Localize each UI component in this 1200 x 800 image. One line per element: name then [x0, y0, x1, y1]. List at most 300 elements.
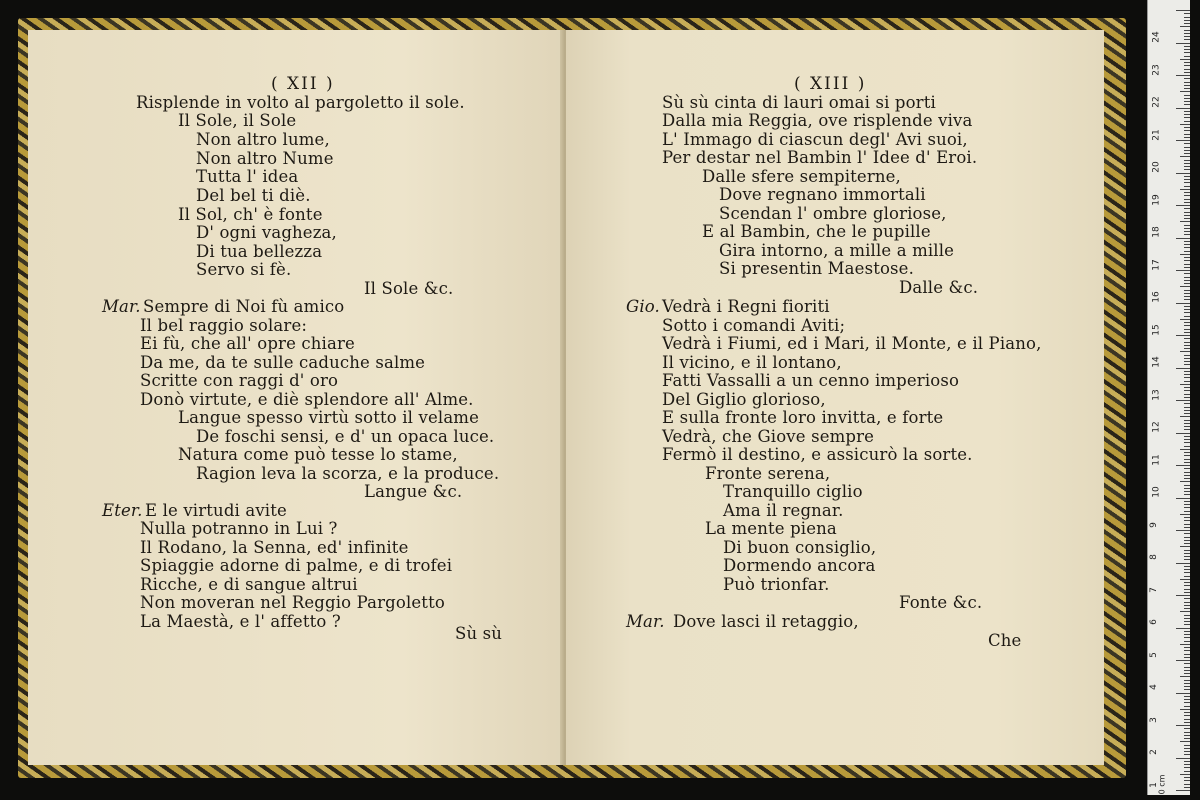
- ruler-tick: [1184, 186, 1190, 187]
- ruler-tick: [1180, 91, 1190, 92]
- ruler-tick: [1184, 95, 1190, 96]
- ruler-tick: [1184, 754, 1190, 755]
- verse-line: Fronte serena,: [705, 464, 831, 483]
- ruler-number: 13: [1151, 388, 1162, 401]
- verse-line: Vedrà i Fiumi, ed i Mari, il Monte, e il Piano,: [662, 334, 1042, 353]
- ruler-number: 4: [1148, 684, 1159, 690]
- ruler-tick: [1180, 611, 1190, 612]
- ruler-tick: [1184, 722, 1190, 723]
- ruler-tick: [1176, 628, 1190, 629]
- ruler-tick: [1184, 524, 1190, 525]
- verse-line: Fatti Vassalli a un cenno imperioso: [662, 371, 960, 390]
- ruler-tick: [1184, 517, 1190, 518]
- verse-line: Il Sol, ch' è fonte: [178, 205, 323, 224]
- ruler-tick: [1184, 407, 1190, 408]
- ruler-tick: [1184, 212, 1190, 213]
- verse-line: Vedrà i Regni fioriti: [662, 297, 830, 316]
- ruler-tick: [1184, 751, 1190, 752]
- ruler-tick: [1184, 56, 1190, 57]
- ruler-tick: [1184, 329, 1190, 330]
- ruler-tick: [1184, 410, 1190, 411]
- ruler-tick: [1184, 589, 1190, 590]
- speaker-label: Mar.: [102, 297, 141, 316]
- verse-line: La mente piena: [705, 519, 837, 538]
- ruler-tick: [1184, 78, 1190, 79]
- ruler-tick: [1184, 787, 1190, 788]
- verse-line: Ragion leva la scorza, e la produce.: [196, 464, 500, 483]
- ruler-tick: [1176, 660, 1190, 661]
- ruler-tick: [1184, 247, 1190, 248]
- ruler-number: 18: [1151, 226, 1162, 238]
- ruler-tick: [1184, 381, 1190, 382]
- ruler-tick: [1180, 189, 1190, 190]
- verse-line: L' Immago di ciascun degl' Avi suoi,: [662, 130, 968, 149]
- ruler-tick: [1184, 225, 1190, 226]
- ruler-tick: [1184, 36, 1190, 37]
- ruler-tick: [1184, 299, 1190, 300]
- ruler-tick: [1184, 251, 1190, 252]
- ruler-tick: [1176, 108, 1190, 109]
- ruler-tick: [1184, 455, 1190, 456]
- verse-line: Nulla potranno in Lui ?: [140, 519, 338, 538]
- ruler-tick: [1180, 481, 1190, 482]
- ruler-tick: [1176, 10, 1190, 11]
- ruler-number: 5: [1148, 651, 1159, 658]
- verse-line: E al Bambin, che le pupille: [702, 222, 931, 241]
- ruler-tick: [1176, 595, 1190, 596]
- verse-line: Natura come può tesse lo stame,: [178, 445, 458, 464]
- ruler-tick: [1184, 208, 1190, 209]
- ruler-tick: [1176, 400, 1190, 401]
- verse-line: Scendan l' ombre gloriose,: [719, 204, 947, 223]
- ruler-tick: [1184, 101, 1190, 102]
- ruler-tick: [1176, 303, 1190, 304]
- verse-line: Dormendo ancora: [723, 556, 876, 575]
- ruler-tick: [1176, 693, 1190, 694]
- ruler-tick: [1184, 169, 1190, 170]
- verse-line: Tranquillo ciglio: [723, 482, 863, 501]
- ruler-tick: [1180, 221, 1190, 222]
- catchword: Che: [988, 631, 1022, 650]
- ruler-tick: [1176, 530, 1190, 531]
- ruler-tick: [1176, 790, 1190, 791]
- ruler-tick: [1184, 608, 1190, 609]
- ruler-tick: [1184, 403, 1190, 404]
- ruler-tick: [1180, 709, 1190, 710]
- ruler-tick: [1176, 725, 1190, 726]
- ruler-number: 10: [1151, 486, 1162, 498]
- ruler-tick: [1184, 706, 1190, 707]
- ruler-tick: [1184, 670, 1190, 671]
- ruler-tick: [1176, 758, 1190, 759]
- ruler-tick: [1184, 777, 1190, 778]
- verse-line-refrain: Langue &c.: [364, 482, 463, 501]
- ruler-number: 9: [1148, 521, 1159, 528]
- ruler-tick: [1180, 156, 1190, 157]
- ruler-tick: [1184, 472, 1190, 473]
- ruler-number: 17: [1151, 258, 1162, 271]
- ruler-tick: [1184, 348, 1190, 349]
- ruler-tick: [1184, 420, 1190, 421]
- ruler-tick: [1184, 491, 1190, 492]
- ruler-tick: [1184, 371, 1190, 372]
- verse-line: Di buon consiglio,: [723, 538, 877, 557]
- ruler-tick: [1184, 179, 1190, 180]
- verse-line: Il Sole, il Sole: [178, 111, 297, 130]
- ruler-tick: [1184, 39, 1190, 40]
- measurement-ruler: [1147, 0, 1190, 795]
- ruler-unit: 0 cm: [1157, 774, 1167, 795]
- ruler-tick: [1184, 257, 1190, 258]
- speaker-label: Eter.: [102, 501, 143, 520]
- ruler-tick: [1184, 150, 1190, 151]
- verse-line: Il Rodano, la Senna, ed' infinite: [140, 538, 409, 557]
- verse-line: Sempre di Noi fù amico: [143, 297, 345, 316]
- verse-line: Langue spesso virtù sotto il velame: [178, 408, 480, 427]
- ruler-tick: [1180, 351, 1190, 352]
- ruler-number: 8: [1148, 554, 1159, 560]
- ruler-number: 22: [1151, 96, 1162, 108]
- ruler-tick: [1184, 277, 1190, 278]
- ruler-number: 19: [1151, 193, 1162, 206]
- ruler-number: 15: [1151, 323, 1162, 336]
- verse-line: Donò virtute, e diè splendore all' Alme.: [140, 390, 474, 409]
- ruler-tick: [1180, 449, 1190, 450]
- ruler-tick: [1184, 712, 1190, 713]
- ruler-tick: [1176, 335, 1190, 336]
- ruler-tick: [1184, 280, 1190, 281]
- ruler-tick: [1184, 732, 1190, 733]
- speaker-label: Mar.: [626, 612, 665, 631]
- ruler-tick: [1184, 166, 1190, 167]
- ruler-tick: [1184, 478, 1190, 479]
- verse-line: Da me, da te sulle caduche salme: [140, 353, 426, 372]
- ruler-tick: [1184, 771, 1190, 772]
- ruler-tick: [1184, 121, 1190, 122]
- ruler-tick: [1184, 241, 1190, 242]
- ruler-tick: [1176, 270, 1190, 271]
- ruler-number: 12: [1151, 421, 1162, 433]
- verse-line: Del Giglio glorioso,: [662, 390, 826, 409]
- ruler-tick: [1184, 192, 1190, 193]
- ruler-tick: [1184, 784, 1190, 785]
- ruler-tick: [1184, 374, 1190, 375]
- ruler-tick: [1184, 540, 1190, 541]
- ruler-tick: [1184, 387, 1190, 388]
- verse-line-refrain: Il Sole &c.: [364, 279, 454, 298]
- ruler-tick: [1184, 104, 1190, 105]
- ruler-tick: [1184, 748, 1190, 749]
- ruler-tick: [1184, 556, 1190, 557]
- verse-line: Si presentin Maestose.: [719, 259, 914, 278]
- ruler-tick: [1184, 153, 1190, 154]
- ruler-tick: [1184, 576, 1190, 577]
- ruler-tick: [1184, 654, 1190, 655]
- ruler-tick: [1176, 173, 1190, 174]
- ruler-tick: [1184, 488, 1190, 489]
- verse-line: Ama il regnar.: [723, 501, 844, 520]
- ruler-tick: [1184, 533, 1190, 534]
- ruler-tick: [1184, 72, 1190, 73]
- ruler-tick: [1180, 384, 1190, 385]
- ruler-tick: [1184, 485, 1190, 486]
- ruler-number: 14: [1151, 356, 1162, 368]
- ruler-tick: [1184, 602, 1190, 603]
- ruler-tick: [1184, 202, 1190, 203]
- ruler-tick: [1180, 546, 1190, 547]
- verse-line: Può trionfar.: [723, 575, 830, 594]
- ruler-tick: [1184, 650, 1190, 651]
- ruler-tick: [1184, 33, 1190, 34]
- ruler-tick: [1184, 260, 1190, 261]
- ruler-tick: [1184, 663, 1190, 664]
- ruler-tick: [1184, 332, 1190, 333]
- ruler-tick: [1184, 615, 1190, 616]
- ruler-tick: [1184, 442, 1190, 443]
- ruler-tick: [1184, 176, 1190, 177]
- ruler-tick: [1184, 215, 1190, 216]
- ruler-tick: [1184, 322, 1190, 323]
- ruler-tick: [1184, 559, 1190, 560]
- ruler-number: 3: [1148, 716, 1159, 723]
- ruler-tick: [1184, 358, 1190, 359]
- ruler-tick: [1184, 218, 1190, 219]
- ruler-number: 7: [1148, 586, 1159, 593]
- verse-line: Sù sù cinta di lauri omai si porti: [662, 93, 936, 112]
- ruler-tick: [1180, 319, 1190, 320]
- catchword: Sù sù: [455, 624, 503, 643]
- ruler-tick: [1184, 527, 1190, 528]
- verse-line-refrain: Fonte &c.: [899, 593, 983, 612]
- ruler-number: 21: [1151, 128, 1162, 141]
- verse-line: Del bel ti diè.: [196, 186, 311, 205]
- verse-line: Scritte con raggi d' oro: [140, 371, 339, 390]
- ruler-tick: [1184, 23, 1190, 24]
- ruler-tick: [1184, 761, 1190, 762]
- ruler-tick: [1176, 563, 1190, 564]
- ruler-tick: [1184, 667, 1190, 668]
- ruler-tick: [1184, 582, 1190, 583]
- left-page: [28, 30, 564, 765]
- ruler-tick: [1184, 394, 1190, 395]
- ruler-tick: [1184, 637, 1190, 638]
- ruler-tick: [1184, 309, 1190, 310]
- ruler-tick: [1184, 49, 1190, 50]
- ruler-tick: [1184, 182, 1190, 183]
- ruler-tick: [1184, 312, 1190, 313]
- ruler-tick: [1184, 520, 1190, 521]
- ruler-tick: [1184, 459, 1190, 460]
- ruler-tick: [1184, 390, 1190, 391]
- verse-line: Non moveran nel Reggio Pargoletto: [140, 593, 445, 612]
- verse-line-refrain: Dalle &c.: [899, 278, 979, 297]
- ruler-tick: [1184, 735, 1190, 736]
- verse-line: E le virtudi avite: [145, 501, 287, 520]
- ruler-tick: [1184, 134, 1190, 135]
- ruler-tick: [1184, 117, 1190, 118]
- ruler-tick: [1184, 62, 1190, 63]
- verse-line: Tutta l' idea: [196, 167, 299, 186]
- ruler-tick: [1184, 65, 1190, 66]
- ruler-tick: [1184, 462, 1190, 463]
- verse-line: Non altro lume,: [196, 130, 330, 149]
- ruler-tick: [1184, 228, 1190, 229]
- ruler-tick: [1184, 715, 1190, 716]
- ruler-tick: [1180, 579, 1190, 580]
- ruler-tick: [1184, 316, 1190, 317]
- ruler-tick: [1184, 511, 1190, 512]
- verse-line: Dalle sfere sempiterne,: [702, 167, 901, 186]
- ruler-tick: [1184, 605, 1190, 606]
- ruler-tick: [1184, 507, 1190, 508]
- ruler-tick: [1184, 452, 1190, 453]
- verse-line: Vedrà, che Giove sempre: [662, 427, 875, 446]
- ruler-tick: [1184, 719, 1190, 720]
- verse-line: D' ogni vagheza,: [196, 223, 337, 242]
- ruler-tick: [1184, 572, 1190, 573]
- ruler-tick: [1184, 13, 1190, 14]
- ruler-tick: [1184, 550, 1190, 551]
- ruler-tick: [1184, 88, 1190, 89]
- page-number-left: ( XII ): [271, 74, 335, 94]
- ruler-tick: [1184, 30, 1190, 31]
- verse-line: Dove lasci il retaggio,: [673, 612, 859, 631]
- ruler-tick: [1180, 286, 1190, 287]
- ruler-tick: [1184, 439, 1190, 440]
- ruler-tick: [1180, 676, 1190, 677]
- ruler-tick: [1184, 683, 1190, 684]
- verse-line: Il vicino, e il lontano,: [662, 353, 842, 372]
- verse-line: E sulla fronte loro invitta, e forte: [662, 408, 944, 427]
- ruler-tick: [1184, 413, 1190, 414]
- ruler-tick: [1184, 592, 1190, 593]
- ruler-tick: [1184, 160, 1190, 161]
- ruler-tick: [1184, 195, 1190, 196]
- ruler-tick: [1180, 254, 1190, 255]
- verse-line: Ei fù, che all' opre chiare: [140, 334, 355, 353]
- ruler-tick: [1184, 296, 1190, 297]
- verse-line: Servo si fè.: [196, 260, 292, 279]
- ruler-tick: [1184, 618, 1190, 619]
- ruler-tick: [1184, 325, 1190, 326]
- ruler-tick: [1184, 764, 1190, 765]
- ruler-tick: [1180, 59, 1190, 60]
- right-page: [566, 30, 1104, 765]
- ruler-tick: [1184, 290, 1190, 291]
- ruler-tick: [1184, 631, 1190, 632]
- page-number-right: ( XIII ): [794, 74, 867, 94]
- ruler-tick: [1184, 641, 1190, 642]
- ruler-tick: [1184, 377, 1190, 378]
- ruler-tick: [1176, 498, 1190, 499]
- ruler-number: 16: [1151, 291, 1162, 303]
- verse-line: Dove regnano immortali: [719, 185, 926, 204]
- ruler-tick: [1184, 673, 1190, 674]
- ruler-tick: [1184, 446, 1190, 447]
- ruler-tick: [1184, 264, 1190, 265]
- ruler-tick: [1184, 624, 1190, 625]
- verse-line: Risplende in volto al pargoletto il sole.: [136, 93, 465, 112]
- ruler-number: 24: [1151, 31, 1162, 43]
- ruler-tick: [1184, 293, 1190, 294]
- ruler-tick: [1184, 85, 1190, 86]
- ruler-tick: [1184, 504, 1190, 505]
- ruler-tick: [1180, 124, 1190, 125]
- verse-line: Gira intorno, a mille a mille: [719, 241, 955, 260]
- ruler-tick: [1184, 283, 1190, 284]
- ruler-tick: [1184, 342, 1190, 343]
- ruler-tick: [1184, 553, 1190, 554]
- ruler-tick: [1184, 689, 1190, 690]
- ruler-tick: [1184, 355, 1190, 356]
- ruler-tick: [1184, 647, 1190, 648]
- ruler-tick: [1184, 780, 1190, 781]
- ruler-tick: [1184, 569, 1190, 570]
- ruler-tick: [1184, 137, 1190, 138]
- ruler-tick: [1176, 140, 1190, 141]
- ruler-number: 6: [1148, 619, 1159, 625]
- ruler-tick: [1184, 82, 1190, 83]
- ruler-tick: [1184, 468, 1190, 469]
- ruler-number: 11: [1151, 453, 1162, 466]
- ruler-tick: [1184, 338, 1190, 339]
- ruler-tick: [1184, 234, 1190, 235]
- ruler-tick: [1184, 501, 1190, 502]
- ruler-tick: [1184, 699, 1190, 700]
- verse-line: Fermò il destino, e assicurò la sorte.: [662, 445, 973, 464]
- ruler-tick: [1184, 696, 1190, 697]
- ruler-tick: [1184, 634, 1190, 635]
- ruler-tick: [1176, 75, 1190, 76]
- verse-line: Dalla mia Reggia, ove risplende viva: [662, 111, 973, 130]
- verse-line: Ricche, e di sangue altrui: [140, 575, 358, 594]
- ruler-tick: [1184, 361, 1190, 362]
- ruler-tick: [1184, 686, 1190, 687]
- ruler-tick: [1184, 397, 1190, 398]
- ruler-tick: [1184, 543, 1190, 544]
- ruler-tick: [1184, 130, 1190, 131]
- ruler-tick: [1180, 416, 1190, 417]
- ruler-tick: [1184, 767, 1190, 768]
- ruler-tick: [1184, 585, 1190, 586]
- ruler-tick: [1180, 26, 1190, 27]
- verse-line: Per destar nel Bambin l' Idee d' Eroi.: [662, 148, 978, 167]
- ruler-tick: [1180, 514, 1190, 515]
- verse-line: De foschi sensi, e d' un opaca luce.: [196, 427, 495, 446]
- ruler-tick: [1176, 205, 1190, 206]
- ruler-tick: [1184, 566, 1190, 567]
- ruler-tick: [1184, 345, 1190, 346]
- ruler-tick: [1184, 244, 1190, 245]
- ruler-tick: [1184, 738, 1190, 739]
- verse-line: Sotto i comandi Aviti;: [662, 316, 846, 335]
- ruler-tick: [1184, 598, 1190, 599]
- ruler-tick: [1184, 17, 1190, 18]
- ruler-tick: [1184, 475, 1190, 476]
- ruler-tick: [1184, 98, 1190, 99]
- ruler-tick: [1180, 774, 1190, 775]
- ruler-tick: [1184, 127, 1190, 128]
- ruler-number: 23: [1151, 63, 1162, 76]
- ruler-tick: [1180, 644, 1190, 645]
- verse-line: Non altro Nume: [196, 149, 334, 168]
- ruler-tick: [1184, 745, 1190, 746]
- ruler-tick: [1184, 273, 1190, 274]
- ruler-tick: [1184, 657, 1190, 658]
- ruler-tick: [1184, 143, 1190, 144]
- ruler-tick: [1184, 680, 1190, 681]
- ruler-tick: [1176, 465, 1190, 466]
